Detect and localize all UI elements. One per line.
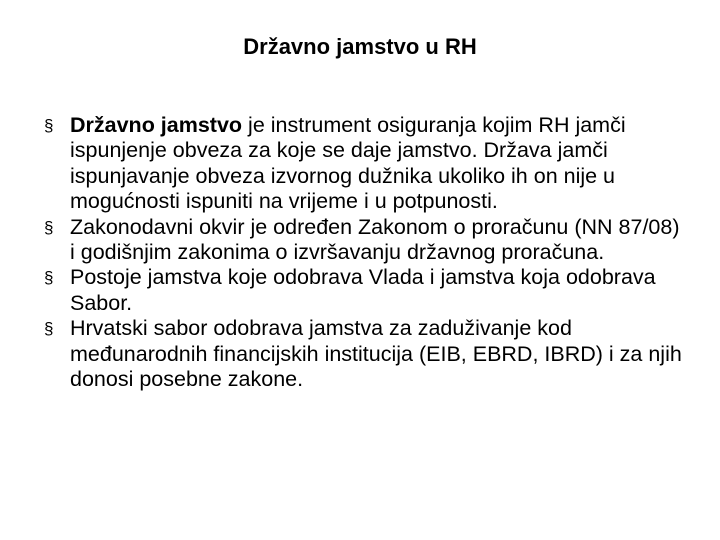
bullet-text: Zakonodavni okvir je određen Zakonom o proračunu (NN 87/08) i godišnjim zakonima o izvršavanju državnog proračuna. bbox=[70, 214, 680, 265]
bullet-text: Postoje jamstva koje odobrava Vlada i jamstva koja odobrava Sabor. bbox=[70, 265, 656, 315]
bullet-item-guarantee-definition bbox=[44, 113, 690, 215]
bullet-lead-text: Državno jamstvo bbox=[70, 113, 243, 137]
section-sign-bullet-icon: § bbox=[44, 116, 54, 135]
section-sign-bullet-icon: § bbox=[44, 217, 54, 237]
bullet-item-approving-bodies bbox=[44, 265, 690, 316]
slide-title: Državno jamstvo u RH bbox=[243, 34, 477, 59]
bullet-text: je instrument osiguranja kojim RH jamči ispunjenje obveza za koje se daje jamstvo. Država jamči ispunjavanje obveza izvornog dužnika ukoliko ih on nije u mogućnosti ispuniti na vrijeme i u potpunosti. bbox=[70, 113, 626, 214]
section-sign-bullet-icon: § bbox=[44, 268, 54, 288]
bullet-list bbox=[44, 113, 690, 392]
bullet-item-legal-framework bbox=[44, 215, 690, 266]
bullet-text: Hrvatski sabor odobrava jamstva za zaduživanje kod međunarodnih financijskih institucija (EIB, EBRD, IBRD) i za njih donosi posebne zakone. bbox=[70, 316, 682, 392]
section-sign-bullet-icon: § bbox=[44, 319, 54, 339]
slide-body bbox=[44, 113, 690, 392]
bullet-item-international-institutions bbox=[44, 316, 690, 392]
